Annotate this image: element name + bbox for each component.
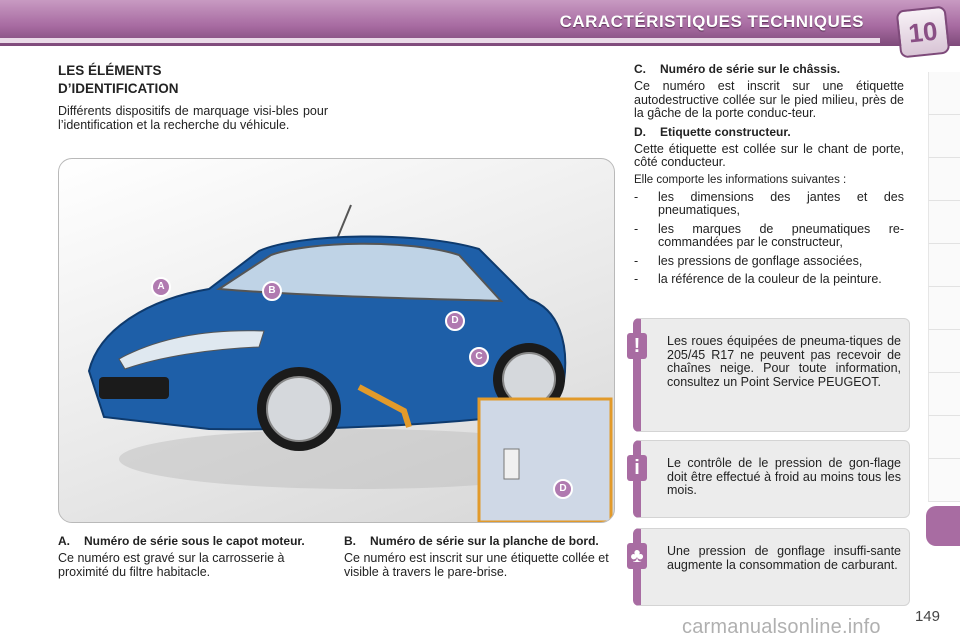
chapter-badge: 10 — [896, 6, 951, 59]
marker-d: D — [445, 311, 465, 331]
side-tab-strip — [928, 72, 960, 512]
warning-note-text: Les roues équipées de pneuma-tiques de 205/45 R17 ne peuvent pas recevoir de chaînes neige. Pour toute information, consultez un Point Service PEUGEOT. — [667, 334, 901, 389]
header-bar — [0, 0, 960, 46]
info-note — [633, 440, 910, 518]
intro-text: Différents dispositifs de marquage visi-bles pour l’identification et la recherche du véhicule. — [58, 104, 328, 132]
item-a-body: Ce numéro est gravé sur la carrosserie à proximité du filtre habitacle. — [58, 551, 285, 579]
car-drawing — [59, 159, 614, 522]
car-illustration — [58, 158, 615, 523]
item-c-title: C. Numéro de série sur le châssis. — [634, 62, 841, 76]
side-tab[interactable] — [928, 201, 960, 244]
marker-b: B — [262, 281, 282, 301]
list-item: - les dimensions des jantes et des pneumatiques, — [634, 191, 904, 218]
page-number: 149 — [914, 608, 940, 625]
item-d-title: D. Etiquette constructeur. — [634, 124, 791, 139]
info-note-text: Le contrôle de le pression de gon-flage doit être effectué à froid au moins tous les mois. — [667, 456, 901, 497]
side-tab[interactable] — [928, 373, 960, 416]
warning-note — [633, 318, 910, 432]
item-d-list — [634, 191, 904, 287]
warning-icon: ! — [627, 333, 647, 359]
eco-note-text: Une pression de gonflage insuffi-sante augmente la consommation de carburant. — [667, 544, 901, 572]
item-d-body: Cette étiquette est collée sur le chant de porte, côté conducteur. — [634, 141, 904, 169]
tree-icon: ♣ — [627, 543, 647, 569]
page-title: CARACTÉRISTIQUES TECHNIQUES — [559, 12, 864, 31]
marker-c: C — [469, 347, 489, 367]
item-d-list-intro: Elle comporte les informations suivantes : — [634, 173, 847, 186]
side-tab[interactable] — [928, 115, 960, 158]
section-title: LES ÉLÉMENTS D’IDENTIFICATION — [58, 63, 179, 96]
watermark: carmanualsonline.info — [682, 616, 881, 638]
list-item: - la référence de la couleur de la peinture. — [634, 273, 904, 287]
header-band — [0, 38, 880, 43]
item-c-body: Ce numéro est inscrit sur une étiquette autodestructive collée sur le pied milieu, près de la gâche de la porte conduc-teur. — [634, 79, 904, 120]
item-a — [58, 534, 328, 579]
item-b-title: B. Numéro de série sur la planche de bord. — [344, 534, 599, 548]
side-tab[interactable] — [928, 330, 960, 373]
side-tab[interactable] — [928, 244, 960, 287]
side-tab[interactable] — [928, 158, 960, 201]
side-tab[interactable] — [928, 459, 960, 502]
side-tab[interactable] — [928, 72, 960, 115]
item-b-body: Ce numéro est inscrit sur une étiquette collée et visible à travers le pare-brise. — [344, 551, 609, 579]
right-column — [634, 62, 904, 292]
side-tab-active[interactable] — [926, 506, 960, 546]
side-tab[interactable] — [928, 287, 960, 330]
list-item: - les marques de pneumatiques re-commandées par le constructeur, — [634, 223, 904, 250]
marker-a: A — [151, 277, 171, 297]
item-a-title: A. Numéro de série sous le capot moteur. — [58, 534, 305, 548]
eco-note — [630, 528, 910, 606]
info-icon: i — [627, 455, 647, 481]
item-b — [344, 534, 616, 579]
side-tab[interactable] — [928, 416, 960, 459]
list-item: - les pressions de gonflage associées, — [634, 255, 904, 269]
marker-d-detail: D — [553, 479, 573, 499]
